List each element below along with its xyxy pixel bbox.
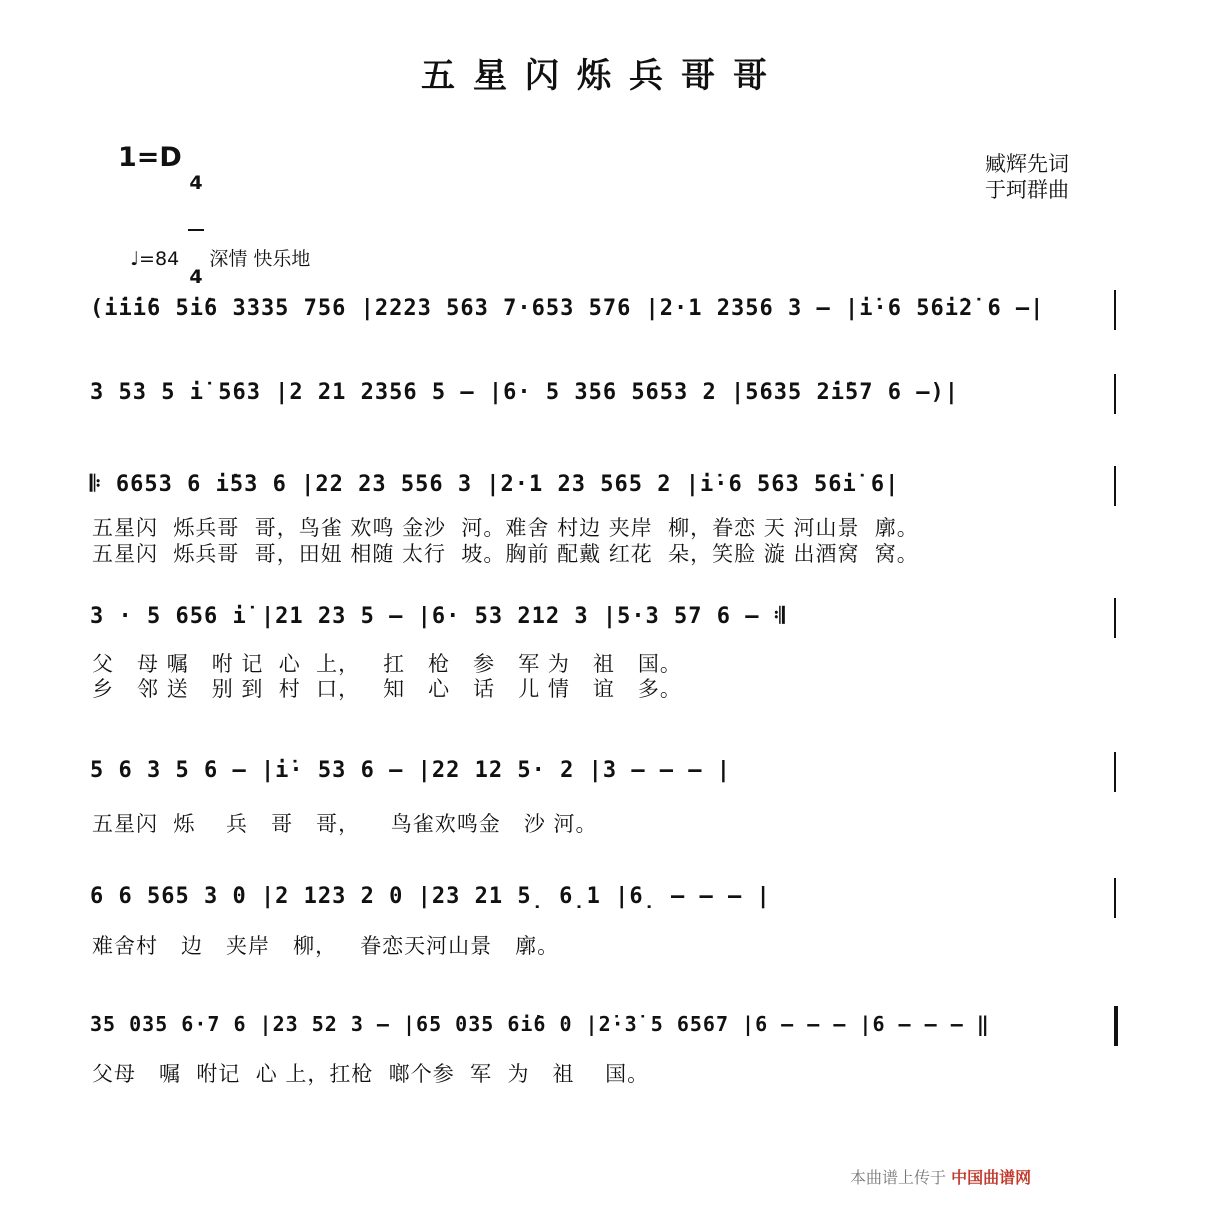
watermark [850,1165,1031,1188]
tempo-value: ♩=84 [130,248,180,270]
notation-line-5: 5 6 3 5 6 – |i̇· 53 6 – |22 12 5· 2 |3 – – – | [90,758,732,783]
notation-line-3: 𝄆 6653 6 i̇53 6 |22 23 556 3 |2·1 23 565 2 |i̇·6 563 56i̇ 6| [90,472,900,497]
watermark-prefix: 本曲谱上传于 [850,1168,947,1187]
lyric-line-3-1: 五星闪 烁兵哥 哥，鸟雀 欢鸣 金沙 河。难舍 村边 夹岸 柳，眷恋 天 河山景 廓。 [92,516,919,540]
lyric-line-5: 五星闪 烁 兵 哥 哥， 鸟雀欢鸣金 沙 河。 [92,812,598,836]
page-title: 五星闪烁兵哥哥 [421,56,785,96]
notation-line-6: 6 6 565 3 0 |2 123 2 0 |23 21 5̣ 6̣1 |6̣ – – – | [90,884,771,909]
notation-line-7: 35 035 6·7 6 |23 52 3 – |65 035 6i̇6 0 |2̇·3̇ 5 6567 |6 – – – |6 – – – ‖ [90,1012,990,1036]
notation-line-4: 3 · 5 656 i̇ |21 23 5 – |6· 53 212 3 |5·3 57 6 – 𝄇 [90,604,786,629]
bar-line [1114,878,1116,918]
lyricist: 臧辉先词 [985,152,1069,176]
bar-line [1114,290,1116,330]
tempo-marking [118,222,310,271]
bar-line [1114,752,1116,792]
lyric-line-4-1: 父 母 嘱 咐 记 心 上， 扛 枪 参 军 为 祖 国。 [92,652,682,676]
time-signature-top: 4 [189,172,203,194]
notation-line-1: (i̇i̇i̇6 5i̇6 3335 756 |2223 563 7·653 576 |2·1 2356 3 – |i̇·6 56i̇2̇ 6 –| [90,296,1045,321]
time-signature-bottom: 4 [189,266,203,288]
lyric-line-7: 父母 嘱 咐记 心 上，扛枪 啷个参 军 为 祖 国。 [92,1062,650,1086]
composer: 于珂群曲 [985,178,1069,202]
expression-text: 深情 快乐地 [209,248,311,270]
final-bar-line [1114,1006,1118,1046]
notation-line-2: 3 53 5 i̇ 563 |2 21 2356 5 – |6· 5 356 5653 2 |5635 2̇i̇57 6 –)| [90,380,959,405]
watermark-site: 中国曲谱网 [951,1168,1032,1187]
bar-line [1114,374,1116,414]
key-signature: 1=D [118,142,182,173]
bar-line [1114,466,1116,506]
lyric-line-6: 难舍村 边 夹岸 柳， 眷恋天河山景 廓。 [92,934,560,958]
time-signature [188,138,204,304]
bar-line [1114,598,1116,638]
lyric-line-3-2: 五星闪 烁兵哥 哥，田妞 相随 太行 坡。胸前 配戴 红花 朵，笑脸 漩 出酒窝 窝。 [92,542,919,566]
lyric-line-4-2: 乡 邻 送 别 到 村 口， 知 心 话 儿 情 谊 多。 [92,677,682,701]
